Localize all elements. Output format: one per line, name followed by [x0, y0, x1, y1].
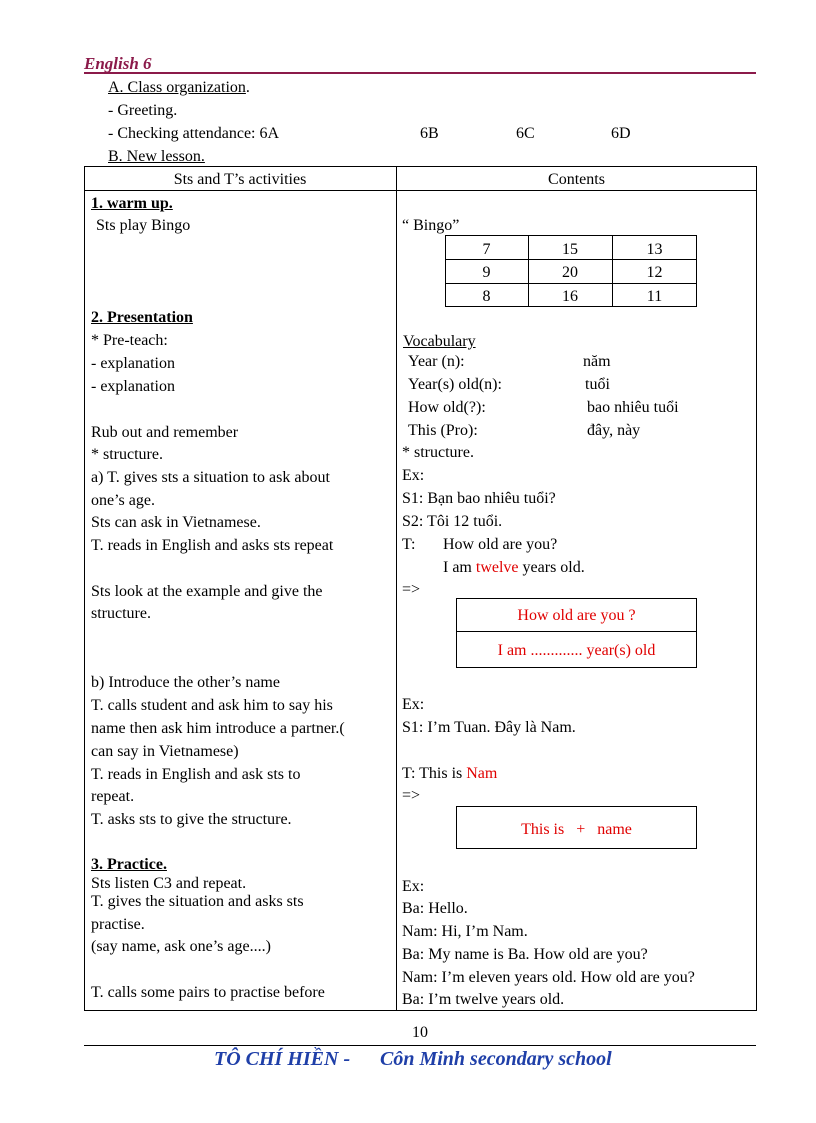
vocab-vi: năm [583, 353, 611, 370]
dialog-line: Ba: I’m twelve years old. [402, 991, 565, 1008]
attendance-line: - Checking attendance: 6A [108, 125, 280, 142]
introduce-arrow: => [402, 787, 421, 804]
introduce-line: repeat. [91, 788, 135, 805]
structure-label: * structure. [402, 444, 474, 461]
class-6c: 6C [516, 125, 535, 142]
answer-suffix: years old. [518, 559, 585, 576]
practice-line: practise. [91, 916, 145, 933]
structure-question: How old are you ? [517, 607, 636, 624]
introduce-example-label: Ex: [402, 696, 425, 713]
vocab-vi: đây, này [587, 422, 641, 439]
presentation-line: a) T. gives sts a situation to ask about [91, 469, 330, 486]
dialog-line: Ba: Hello. [402, 900, 468, 917]
bingo-row-rule [445, 259, 697, 260]
example-t-question: How old are you? [443, 536, 558, 553]
table-header-rule [84, 190, 757, 191]
bingo-cell: 20 [562, 264, 578, 281]
introduce-line: b) Introduce the other’s name [91, 674, 280, 691]
bingo-cell: 13 [646, 241, 663, 258]
vocab-en: How old(?): [408, 399, 486, 416]
practice-line: Sts listen C3 and repeat. [91, 875, 247, 892]
section-a [108, 78, 250, 97]
bingo-cell: 8 [482, 288, 491, 305]
introduce-line: T. calls student and ask him to say his [91, 697, 333, 714]
presentation-line: Rub out and remember [91, 424, 239, 441]
dialog-line: Nam: Hi, I’m Nam. [402, 923, 528, 940]
section-a-title: A. Class organization [108, 79, 246, 96]
presentation-line: * structure. [91, 446, 163, 463]
bingo-row-rule [445, 283, 697, 284]
introduce-t-line [402, 764, 497, 783]
presentation-line: * Pre-teach: [91, 332, 168, 349]
bingo-cell: 12 [646, 264, 663, 281]
bingo-cell: 11 [646, 288, 663, 305]
presentation-line: Sts can ask in Vietnamese. [91, 514, 261, 531]
warmup-activity: Sts play Bingo [96, 217, 191, 234]
practice-example-label: Ex: [402, 878, 425, 895]
presentation-line: T. reads in English and asks sts repeat [91, 537, 334, 554]
vocab-en: Year(s) old(n): [408, 376, 502, 393]
vocab-en: This (Pro): [408, 422, 478, 439]
answer-prefix: I am [443, 559, 476, 576]
practice-heading: 3. Practice. [91, 856, 167, 873]
vocab-vi: bao nhiêu tuổi [587, 399, 679, 416]
vocabulary-heading: Vocabulary [403, 333, 476, 350]
greeting-line: - Greeting. [108, 102, 178, 119]
section-b: B. New lesson. [108, 148, 205, 165]
practice-line: T. gives the situation and asks sts [91, 893, 304, 910]
presentation-line: - explanation [91, 355, 175, 372]
bingo-cell: 9 [482, 264, 491, 281]
arrow-symbol: => [402, 581, 421, 598]
presentation-line: Sts look at the example and give the [91, 583, 323, 600]
vocab-en: Year (n): [408, 353, 465, 370]
bingo-label: “ Bingo” [402, 217, 460, 234]
bingo-cell: 16 [562, 288, 578, 305]
structure-box-rule [456, 631, 697, 632]
introduce-line: name then ask him introduce a partner.( [91, 720, 345, 737]
header-title: English 6 [84, 54, 152, 73]
example-s2: S2: Tôi 12 tuổi. [402, 513, 503, 530]
presentation-line: one’s age. [91, 492, 155, 509]
answer-highlight: twelve [475, 559, 519, 576]
class-6b: 6B [420, 125, 439, 142]
introduce-structure: This is + name [521, 821, 632, 838]
practice-line: T. calls some pairs to practise before [91, 984, 325, 1001]
presentation-line: - explanation [91, 378, 175, 395]
table-column-divider [396, 166, 397, 1011]
structure-answer: I am ............. year(s) old [497, 642, 656, 659]
presentation-heading: 2. Presentation [91, 309, 193, 326]
introduce-line: can say in Vietnamese) [91, 743, 239, 760]
footer-school: Côn Minh secondary school [380, 1048, 612, 1070]
footer-rule [84, 1045, 756, 1046]
example-t-label: T: [402, 536, 416, 553]
vocab-vi: tuổi [585, 376, 610, 393]
column-header-contents: Contents [548, 171, 605, 188]
bingo-cell: 15 [562, 241, 578, 258]
header-rule [84, 72, 756, 74]
footer-author: TÔ CHÍ HIỀN - [214, 1048, 351, 1070]
introduce-line: T. asks sts to give the structure. [91, 811, 292, 828]
dialog-line: Ba: My name is Ba. How old are you? [402, 946, 648, 963]
page-number: 10 [412, 1024, 428, 1041]
column-header-activities: Sts and T’s activities [173, 171, 307, 188]
warmup-heading: 1. warm up. [91, 195, 173, 212]
presentation-line: structure. [91, 605, 151, 622]
section-a-tail: . [245, 79, 250, 96]
example-t-answer [443, 558, 585, 577]
introduce-line: T. reads in English and ask sts to [91, 766, 301, 783]
example-label: Ex: [402, 467, 425, 484]
dialog-line: Nam: I’m eleven years old. How old are you? [402, 969, 695, 986]
introduce-t-highlight: Nam [466, 765, 498, 782]
class-6d: 6D [611, 125, 631, 142]
example-s1: S1: Bạn bao nhiêu tuổi? [402, 490, 556, 507]
bingo-cell: 7 [482, 241, 491, 258]
practice-line: (say name, ask one’s age....) [91, 938, 271, 955]
introduce-s1: S1: I’m Tuan. Đây là Nam. [402, 719, 576, 736]
introduce-t-prefix: T: This is [402, 765, 467, 782]
